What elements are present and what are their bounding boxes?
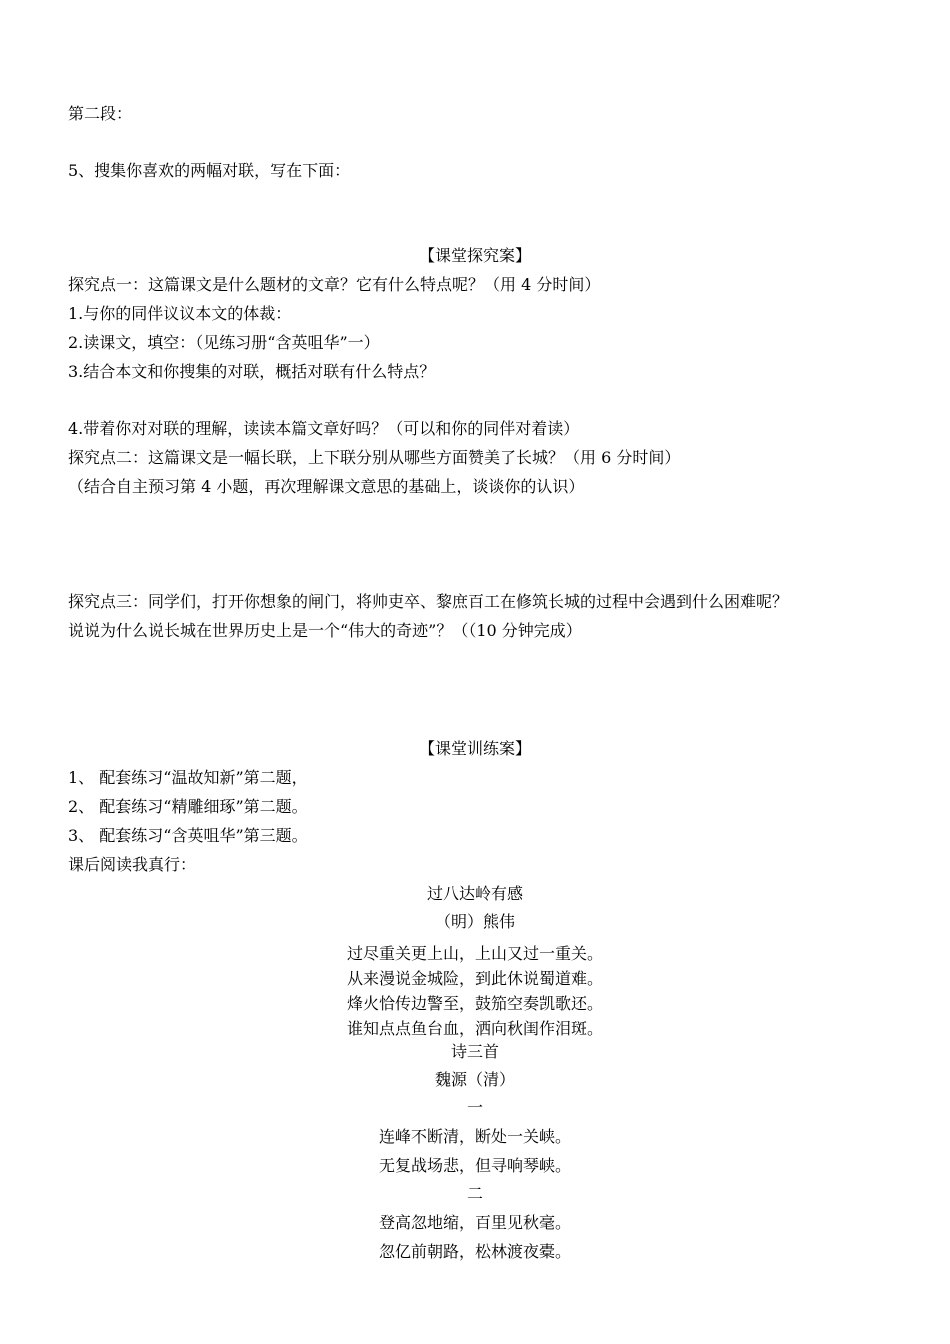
explore-point-1: 探究点一：这篇课文是什么题材的文章？它有什么特点呢？（用 4 分时间） — [68, 275, 601, 294]
poem-2-part-1-line-2: 无复战场悲，但寻响琴峡。 — [378, 1156, 571, 1175]
poem-1-line-1: 过尽重关更上山，上山又过一重关。 — [346, 944, 603, 963]
poem-2-part-2-line-1: 登高忽地缩，百里见秋毫。 — [378, 1213, 571, 1232]
poem-1-line-2: 从来漫说金城险，到此休说蜀道难。 — [346, 969, 603, 988]
explore-point-3-line-2: 说说为什么说长城在世界历史上是一个“伟大的奇迹”？（（10 分钟完成） — [68, 621, 582, 640]
poem-2-part-1-line-1: 连峰不断清，断处一关峡。 — [378, 1127, 571, 1146]
poem-1-line-3: 烽火恰传边警至，鼓笳空奏凯歌还。 — [346, 994, 603, 1013]
question-5: 5、搜集你喜欢的两幅对联，写在下面： — [68, 161, 351, 180]
reading-label: 课后阅读我真行： — [68, 855, 197, 874]
poem-1-author: （明）熊伟 — [434, 912, 515, 931]
poem-2-author: 魏源（清） — [434, 1070, 515, 1089]
training-item-3: 3、 配套练习“含英咀华”第三题。 — [68, 826, 308, 845]
poem-2-part-1-label: 一 — [466, 1098, 483, 1117]
section2-label: 第二段： — [68, 104, 133, 123]
explore-item-1: 1.与你的同伴议议本文的体裁： — [68, 304, 292, 323]
training-item-2: 2、 配套练习“精雕细琢”第二题。 — [68, 797, 308, 816]
poem-2-part-2-label: 二 — [466, 1184, 483, 1203]
explore-point-3-line-1: 探究点三：同学们，打开你想象的闸门，将帅吏卒、黎庶百工在修筑长城的过程中会遇到什么困难呢？ — [68, 592, 789, 611]
explore-heading: 【课堂探究案】 — [418, 246, 531, 265]
poem-1-line-4: 谁知点点鱼台血，洒向秋闺作泪斑。 — [346, 1019, 603, 1038]
explore-item-3: 3.结合本文和你搜集的对联，概括对联有什么特点？ — [68, 362, 436, 381]
explore-point-2: 探究点二：这篇课文是一幅长联，上下联分别从哪些方面赞美了长城？（用 6 分时间） — [68, 448, 681, 467]
poem-1-title: 过八达岭有感 — [426, 884, 523, 903]
explore-item-4: 4.带着你对对联的理解，读读本篇文章好吗？（可以和你的同伴对着读） — [68, 419, 580, 438]
training-item-1: 1、 配套练习“温故知新”第二题， — [68, 768, 308, 787]
explore-point-2-note: （结合自主预习第 4 小题，再次理解课文意思的基础上，谈谈你的认识） — [68, 477, 585, 496]
explore-item-2: 2.读课文，填空：（见练习册“含英咀华”一） — [68, 333, 380, 352]
poem-2-part-2-line-2: 忽亿前朝路，松林渡夜橐。 — [378, 1242, 571, 1261]
poem-2-title: 诗三首 — [450, 1042, 499, 1061]
training-heading: 【课堂训练案】 — [418, 739, 531, 758]
